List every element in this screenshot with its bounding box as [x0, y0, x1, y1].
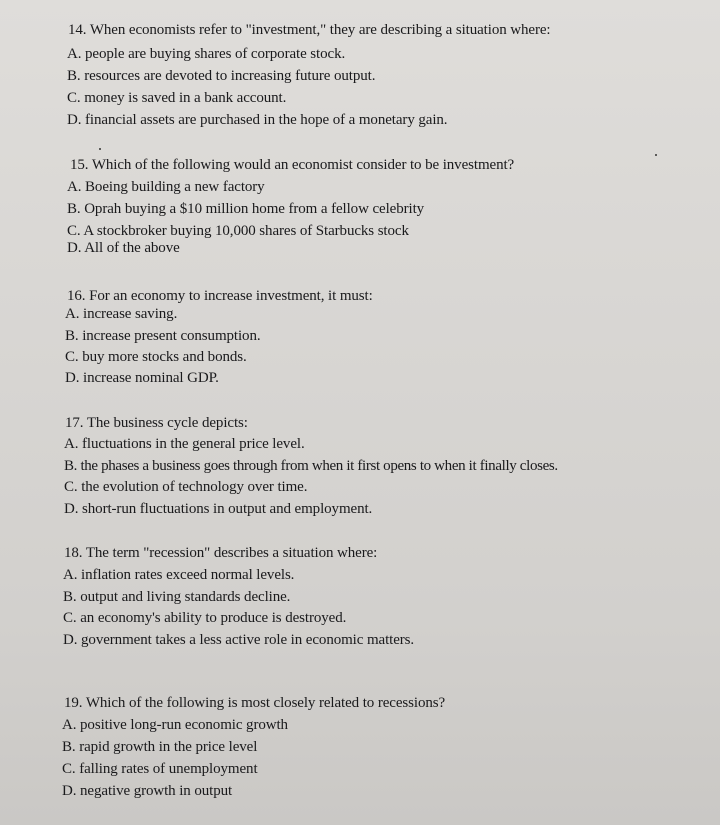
question-15-stem: 15. Which of the following would an economist consider to be investment? — [70, 157, 515, 173]
question-14-option-d: D. financial assets are purchased in the hope of a monetary gain. — [67, 112, 448, 128]
question-18-option-c: C. an economy's ability to produce is destroyed. — [63, 610, 347, 626]
question-19-option-b: B. rapid growth in the price level — [62, 739, 258, 755]
question-14-option-a: A. people are buying shares of corporate stock. — [67, 46, 346, 62]
question-19-option-c: C. falling rates of unemployment — [62, 761, 258, 777]
question-17-option-b: B. the phases a business goes through from when it first opens to when it finally closes. — [64, 458, 558, 474]
question-14-option-b: B. resources are devoted to increasing future output. — [67, 68, 376, 84]
question-15-option-d: D. All of the above — [67, 240, 180, 256]
question-17-option-c: C. the evolution of technology over time. — [64, 479, 308, 495]
question-15-option-b: B. Oprah buying a $10 million home from a fellow celebrity — [67, 201, 425, 217]
question-17-option-a: A. fluctuations in the general price level. — [64, 436, 305, 452]
question-16-stem: 16. For an economy to increase investment, it must: — [67, 288, 373, 304]
question-15-option-a: A. Boeing building a new factory — [67, 179, 265, 195]
question-19-option-a: A. positive long-run economic growth — [62, 717, 288, 733]
question-19-stem: 19. Which of the following is most closely related to recessions? — [64, 695, 446, 711]
question-17-stem: 17. The business cycle depicts: — [65, 415, 248, 431]
question-18-option-d: D. government takes a less active role in economic matters. — [63, 632, 415, 648]
question-16-option-d: D. increase nominal GDP. — [65, 370, 219, 386]
question-19-option-d: D. negative growth in output — [62, 783, 233, 799]
question-14-option-c: C. money is saved in a bank account. — [67, 90, 287, 106]
stray-mark — [655, 154, 657, 156]
question-18-option-a: A. inflation rates exceed normal levels. — [63, 567, 295, 583]
question-17-option-d: D. short-run fluctuations in output and employment. — [64, 501, 373, 517]
question-16-option-c: C. buy more stocks and bonds. — [65, 349, 247, 365]
question-16-option-b: B. increase present consumption. — [65, 328, 261, 344]
stray-mark — [99, 148, 101, 150]
question-14-stem: 14. When economists refer to "investment," they are describing a situation where: — [68, 22, 551, 38]
question-16-option-a: A. increase saving. — [65, 306, 178, 322]
question-18-option-b: B. output and living standards decline. — [63, 589, 291, 605]
question-18-stem: 18. The term "recession" describes a situation where: — [64, 545, 378, 561]
question-15-option-c: C. A stockbroker buying 10,000 shares of Starbucks stock — [67, 223, 409, 239]
